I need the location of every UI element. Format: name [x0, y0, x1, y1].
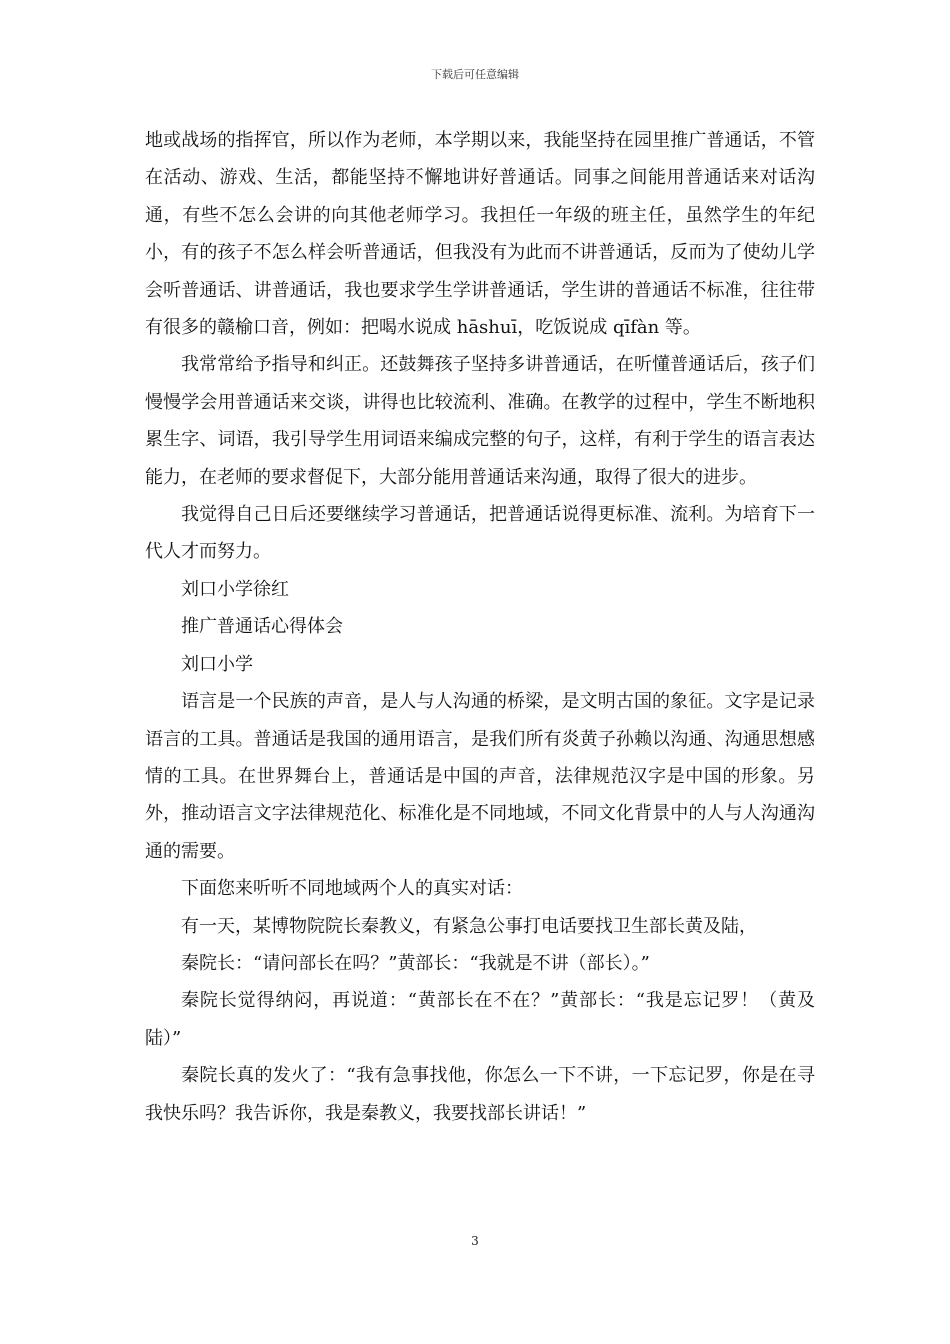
paragraph: 有一天，某博物院院长秦教义，有紧急公事打电话要找卫生部长黄及陆， — [181, 915, 757, 937]
paragraph: 我觉得自己日后还要继续学习普通话，把普通话说得更标准、流利。为培育下一代人才而努力。 — [145, 504, 815, 563]
paragraph: 地或战场的指挥官，所以作为老师，本学期以来，我能坚持在园里推广普通话，不管在活动、游戏、生活，都能坚持不懈地讲好普通话。同事之间能用普通话来对话沟通，有些不怎么会讲的向其他老师学习。我担任一年级的班主任，虽然学生的年纪小，有的孩子不怎么样会听普通话，但我没有为此而不讲普通话，反而为了使幼儿学会听普通话、讲普通话，我也要求学生学讲普通话，学生讲的普通话不标准，往往带有很多的赣榆口音，例如：把喝水说成 hāshuī，吃饭说成 qīfàn 等。 — [145, 130, 815, 339]
dialogue-line: 秦院长真的发火了：“我有急事找他，你怎么一下不讲，一下忘记罗，你是在寻我快乐吗？我告诉你，我是秦教义，我要找部长讲话！” — [145, 1065, 815, 1124]
section-title: 推广普通话心得体会 — [181, 616, 343, 638]
paragraph: 下面您来听听不同地域两个人的真实对话： — [181, 878, 523, 900]
page-header: 下载后可任意编辑 — [431, 68, 519, 81]
paragraph: 语言是一个民族的声音，是人与人沟通的桥梁，是文明古国的象征。文字是记录语言的工具。普通话是我国的通用语言，是我们所有炎黄子孙赖以沟通、沟通思想感情的工具。在世界舞台上，普通话是中国的声音，法律规范汉字是中国的形象。另外，推动语言文字法律规范化、标准化是不同地域，不同文化背景中的人与人沟通沟通的需要。 — [145, 691, 815, 862]
school-line: 刘口小学 — [181, 653, 253, 675]
document-body — [145, 122, 815, 1132]
dialogue-line: 秦院长：“请问部长在吗？”黄部长：“我就是不讲（部长）。” — [181, 952, 650, 974]
page-number: 3 — [471, 1234, 479, 1248]
paragraph: 我常常给予指导和纠正。还鼓舞孩子坚持多讲普通话，在听懂普通话后，孩子们慢慢学会用普通话来交谈，讲得也比较流利、准确。在教学的过程中，学生不断地积累生字、词语，我引导学生用词语来编成完整的句子，这样，有利于学生的语言表达能力，在老师的要求督促下，大部分能用普通话来沟通，取得了很大的进步。 — [145, 354, 815, 488]
dialogue-line: 秦院长觉得纳闷，再说道：“黄部长在不在？”黄部长：“我是忘记罗！（黄及陆）” — [145, 990, 815, 1049]
author-line: 刘口小学徐红 — [181, 578, 289, 600]
